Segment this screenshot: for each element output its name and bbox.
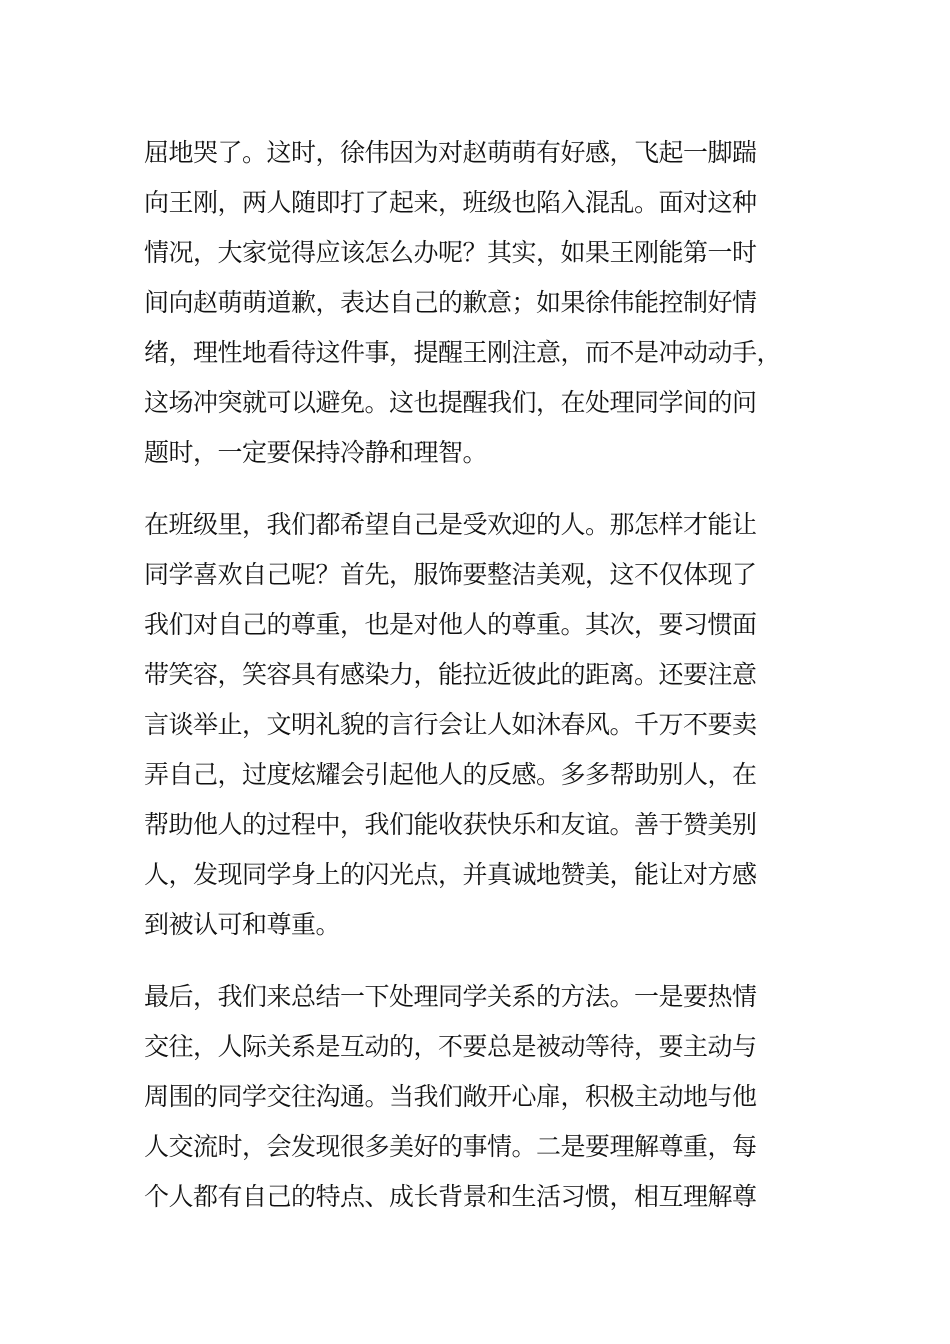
- paragraph-line: 帮助他人的过程中，我们能收获快乐和友谊。善于赞美别: [144, 810, 757, 839]
- paragraph-line: 个人都有自己的特点、成长背景和生活习惯，相互理解尊: [144, 1182, 757, 1211]
- paragraph-line: 绪，理性地看待这件事，提醒王刚注意，而不是冲动动手，: [144, 338, 782, 367]
- paragraph-being-popular: [144, 500, 814, 950]
- paragraph-line: 情况，大家觉得应该怎么办呢？其实，如果王刚能第一时: [144, 238, 757, 267]
- paragraph-line: 人交流时，会发现很多美好的事情。二是要理解尊重，每: [144, 1132, 757, 1161]
- paragraph-line: 这场冲突就可以避免。这也提醒我们，在处理同学间的问: [144, 388, 757, 417]
- paragraph-line: 交往，人际关系是互动的，不要总是被动等待，要主动与: [144, 1032, 757, 1061]
- paragraph-line: 到被认可和尊重。: [144, 910, 341, 939]
- paragraph-conflict-story: [144, 128, 814, 478]
- paragraph-line: 在班级里，我们都希望自己是受欢迎的人。那怎样才能让: [144, 510, 757, 539]
- paragraph-line: 同学喜欢自己呢？首先，服饰要整洁美观，这不仅体现了: [144, 560, 757, 589]
- paragraph-line: 间向赵萌萌道歉，表达自己的歉意；如果徐伟能控制好情: [144, 288, 757, 317]
- paragraph-line: 最后，我们来总结一下处理同学关系的方法。一是要热情: [144, 982, 757, 1011]
- paragraph-line: 弄自己，过度炫耀会引起他人的反感。多多帮助别人，在: [144, 760, 757, 789]
- paragraph-summary-methods: [144, 972, 814, 1222]
- paragraph-line: 向王刚，两人随即打了起来，班级也陷入混乱。面对这种: [144, 188, 757, 217]
- paragraph-line: 我们对自己的尊重，也是对他人的尊重。其次，要习惯面: [144, 610, 757, 639]
- paragraph-line: 言谈举止，文明礼貌的言行会让人如沐春风。千万不要卖: [144, 710, 757, 739]
- paragraph-line: 带笑容，笑容具有感染力，能拉近彼此的距离。还要注意: [144, 660, 757, 689]
- paragraph-line: 题时，一定要保持冷静和理智。: [144, 438, 488, 467]
- paragraph-line: 周围的同学交往沟通。当我们敞开心扉，积极主动地与他: [144, 1082, 757, 1111]
- paragraph-line: 屈地哭了。这时，徐伟因为对赵萌萌有好感，飞起一脚踹: [144, 138, 757, 167]
- paragraph-line: 人，发现同学身上的闪光点，并真诚地赞美，能让对方感: [144, 860, 757, 889]
